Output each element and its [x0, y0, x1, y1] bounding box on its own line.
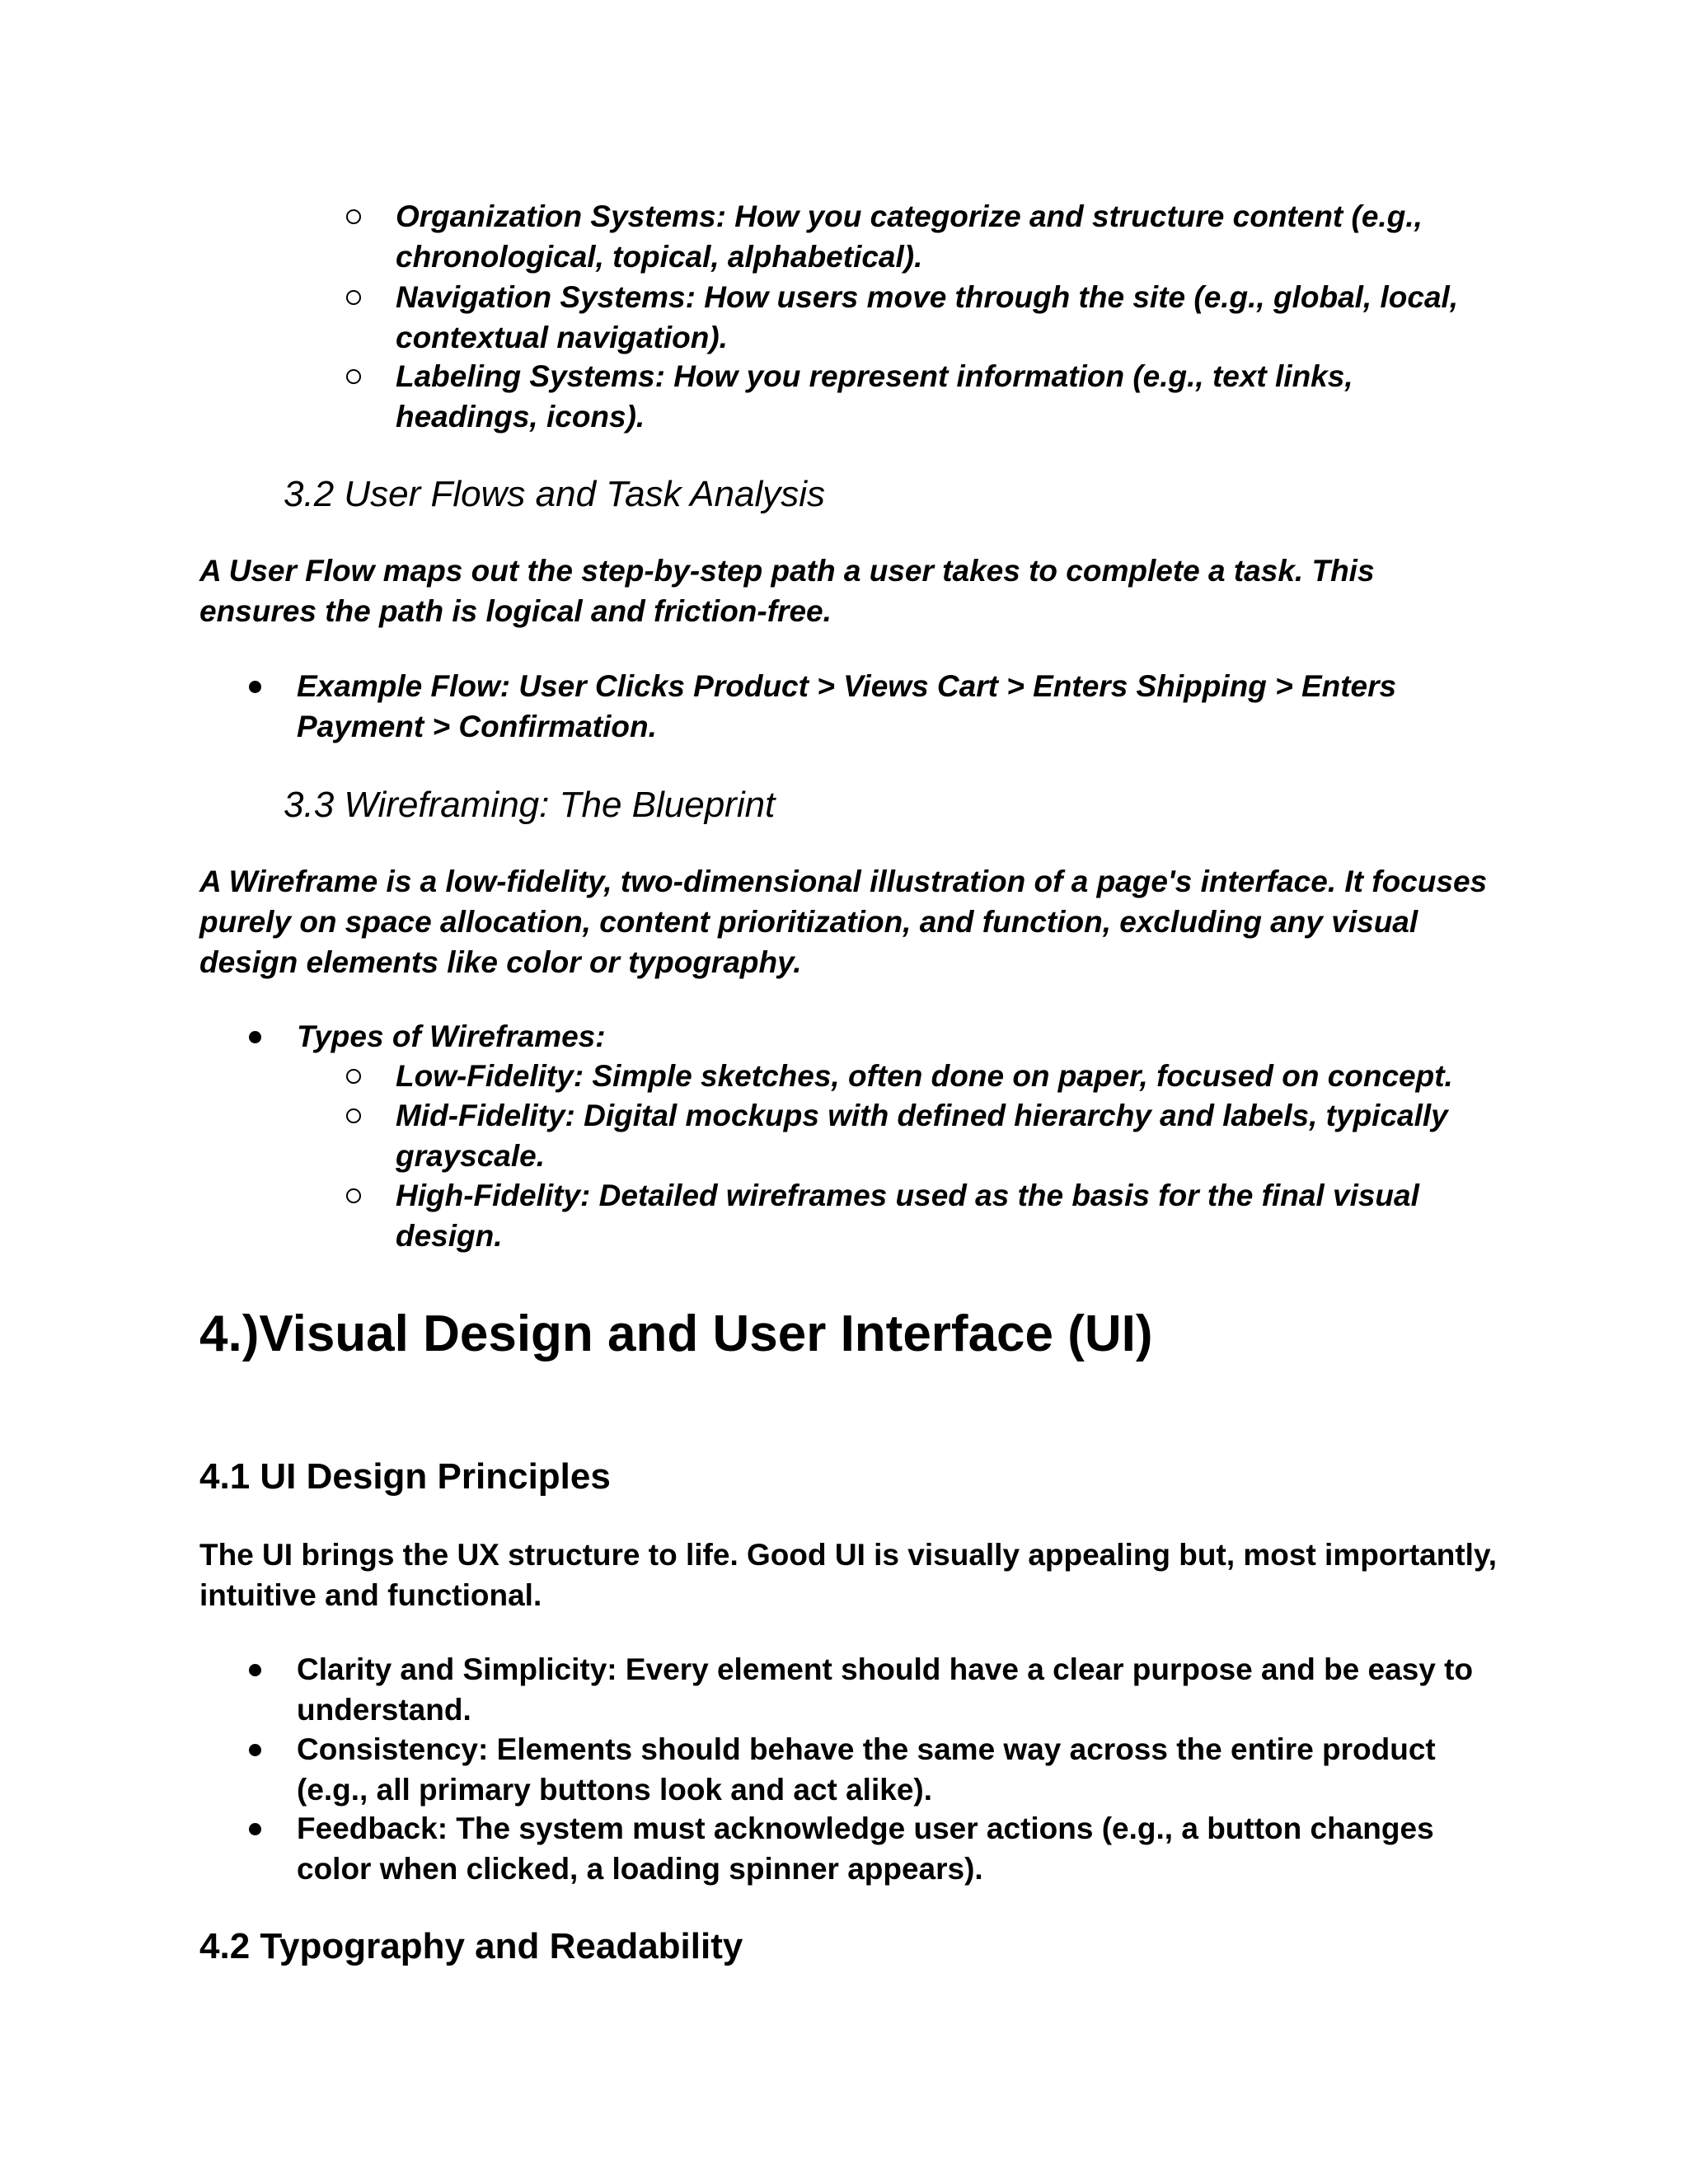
- circle-bullet-icon: [346, 290, 361, 305]
- list-item-line: Example Flow: User Clicks Product > Views Cart > Enters Shipping > Enters: [297, 669, 1397, 703]
- list-item: [345, 196, 1515, 277]
- section-heading-4-1: 4.1 UI Design Principles: [199, 1456, 611, 1497]
- list-item-line: color when clicked, a loading spinner appears).: [297, 1852, 983, 1886]
- list-item-line: Consistency: Elements should behave the same way across the entire product: [297, 1732, 1436, 1766]
- list-item-line: grayscale.: [396, 1139, 546, 1173]
- paragraph: [199, 551, 1502, 631]
- list-item-line: Organization Systems: How you categorize and structure content (e.g.,: [396, 199, 1423, 233]
- disc-bullet-icon: [249, 681, 261, 693]
- list-item: [246, 666, 1465, 747]
- list-item: [246, 1729, 1482, 1810]
- section-heading-4-2: 4.2 Typography and Readability: [199, 1926, 743, 1966]
- paragraph-line: intuitive and functional.: [199, 1578, 542, 1612]
- circle-bullet-icon: [346, 1108, 361, 1123]
- section-heading-3-3: 3.3 Wireframing: The Blueprint: [284, 785, 776, 825]
- list-item: [345, 1056, 1515, 1096]
- list-item-line: headings, icons).: [396, 400, 645, 434]
- list-item: [345, 277, 1515, 358]
- section-heading-4: 4.)Visual Design and User Interface (UI): [199, 1305, 1153, 1362]
- list-item-line: High-Fidelity: Detailed wireframes used as the basis for the final visual: [396, 1179, 1419, 1212]
- disc-bullet-icon: [249, 1744, 261, 1756]
- list-item-line: Payment > Confirmation.: [297, 710, 657, 743]
- circle-bullet-icon: [346, 369, 361, 384]
- list-item-line: contextual navigation).: [396, 321, 728, 354]
- paragraph: [199, 1535, 1502, 1615]
- list-item: [246, 1016, 1465, 1057]
- disc-bullet-icon: [249, 1031, 261, 1043]
- paragraph-line: The UI brings the UX structure to life. Good UI is visually appealing but, most importantly,: [199, 1538, 1498, 1572]
- circle-bullet-icon: [346, 1069, 361, 1084]
- list-item: [345, 1175, 1515, 1256]
- list-item-line: Types of Wireframes:: [297, 1019, 606, 1053]
- list-item: [246, 1808, 1482, 1889]
- disc-bullet-icon: [249, 1664, 261, 1676]
- list-item: [345, 1095, 1515, 1176]
- list-item-line: chronological, topical, alphabetical).: [396, 240, 923, 274]
- paragraph-line: A User Flow maps out the step-by-step path a user takes to complete a task. This: [199, 554, 1375, 588]
- paragraph-line: A Wireframe is a low-fidelity, two-dimensional illustration of a page's interface. It focuses: [199, 865, 1488, 898]
- disc-bullet-icon: [249, 1823, 261, 1835]
- list-item-line: (e.g., all primary buttons look and act alike).: [297, 1773, 933, 1807]
- list-item-line: design.: [396, 1219, 503, 1253]
- list-item-line: Clarity and Simplicity: Every element should have a clear purpose and be easy to: [297, 1652, 1474, 1686]
- list-item-line: Feedback: The system must acknowledge user actions (e.g., a button changes: [297, 1811, 1434, 1845]
- list-item-line: Low-Fidelity: Simple sketches, often done on paper, focused on concept.: [396, 1059, 1453, 1093]
- list-item-line: Mid-Fidelity: Digital mockups with defined hierarchy and labels, typically: [396, 1099, 1448, 1132]
- paragraph-line: design elements like color or typography.: [199, 945, 802, 979]
- list-item: [246, 1649, 1482, 1730]
- list-item-line: Labeling Systems: How you represent information (e.g., text links,: [396, 359, 1353, 393]
- circle-bullet-icon: [346, 1188, 361, 1203]
- list-item: [345, 356, 1515, 437]
- paragraph: [199, 861, 1502, 982]
- circle-bullet-icon: [346, 209, 361, 224]
- paragraph-line: purely on space allocation, content prioritization, and function, excluding any visual: [199, 905, 1418, 939]
- list-item-line: understand.: [297, 1693, 471, 1727]
- list-item-line: Navigation Systems: How users move through the site (e.g., global, local,: [396, 280, 1459, 314]
- section-heading-3-2: 3.2 User Flows and Task Analysis: [284, 474, 826, 514]
- paragraph-line: ensures the path is logical and friction-free.: [199, 594, 832, 628]
